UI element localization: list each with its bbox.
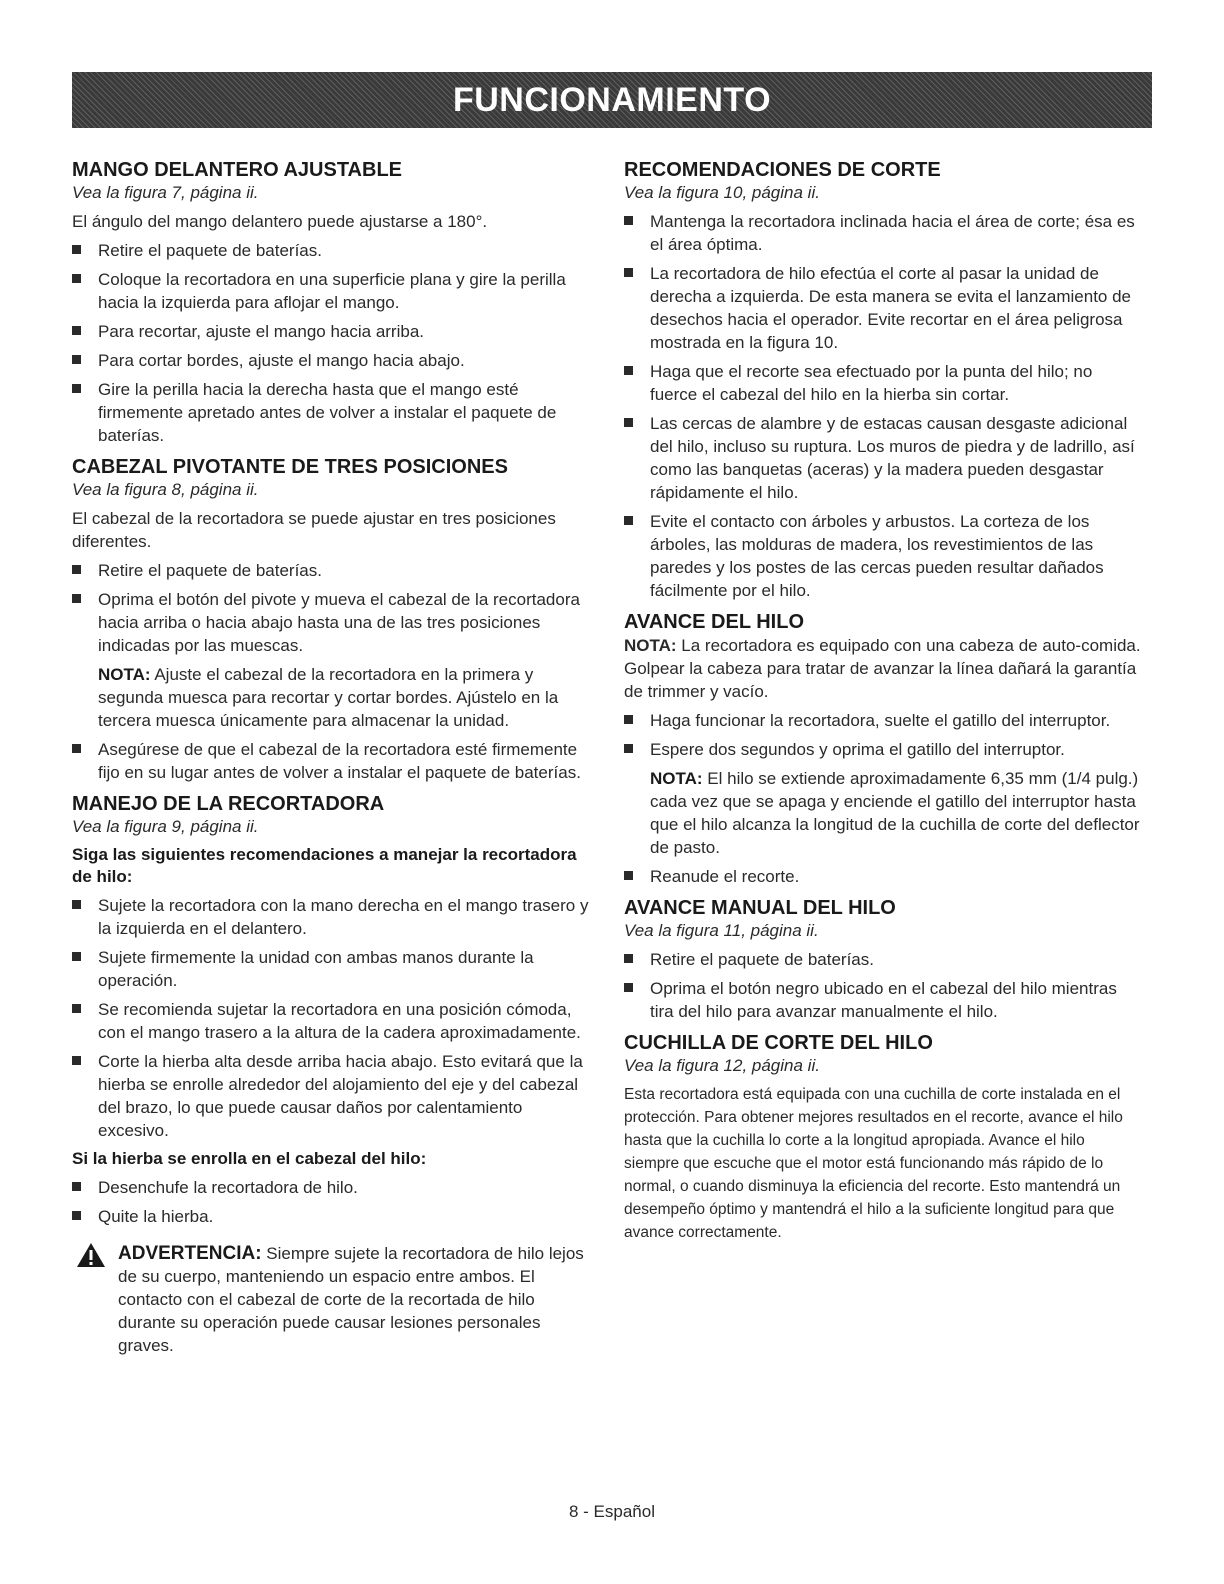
bullet-list — [72, 239, 592, 447]
list-item — [624, 210, 1144, 256]
square-bullet-icon — [624, 216, 633, 225]
list-item — [624, 412, 1144, 504]
bullet-list — [72, 1176, 592, 1228]
list-item-text: La recortadora de hilo efectúa el corte al pasar la unidad de derecha a izquierda. De esta manera se evita el lanzamiento de desechos hacia el operador. Evite recortar en el área peligrosa mostrada en la figura 10. — [650, 264, 1132, 352]
list-item-text: Retire el paquete de baterías. — [98, 241, 322, 260]
paragraph: El cabezal de la recortadora se puede ajustar en tres posiciones diferentes. — [72, 509, 556, 551]
section-manejo — [72, 792, 592, 1228]
figure-reference: Vea la figura 10, página ii. — [624, 183, 820, 202]
note-label: NOTA: — [624, 636, 677, 655]
list-item — [624, 510, 1144, 602]
note — [72, 663, 592, 732]
list-item — [72, 738, 592, 784]
list-item-text: Quite la hierba. — [98, 1207, 214, 1226]
list-item-text: Gire la perilla hacia la derecha hasta que el mango esté firmemente apretado antes de volver a instalar el paquete de baterías. — [98, 380, 557, 445]
square-bullet-icon — [72, 326, 81, 335]
bullet-list — [72, 738, 592, 784]
list-item — [624, 709, 1144, 732]
left-column — [72, 158, 592, 1357]
paragraph: El ángulo del mango delantero puede ajustarse a 180°. — [72, 212, 488, 231]
square-bullet-icon — [624, 871, 633, 880]
list-item — [72, 1050, 592, 1142]
list-item — [72, 1176, 592, 1199]
list-item-text: Espere dos segundos y oprima el gatillo del interruptor. — [650, 740, 1065, 759]
bullet-list — [72, 894, 592, 1142]
warning-triangle-icon — [76, 1242, 106, 1268]
square-bullet-icon — [72, 1211, 81, 1220]
list-item-text: Haga funcionar la recortadora, suelte el gatillo del interruptor. — [650, 711, 1111, 730]
section-title: RECOMENDACIONES DE CORTE — [624, 159, 941, 181]
list-item — [72, 588, 592, 657]
section-cuchilla — [624, 1031, 1144, 1244]
square-bullet-icon — [72, 900, 81, 909]
square-bullet-icon — [72, 274, 81, 283]
list-item — [72, 1205, 592, 1228]
page-number: 8 - Español — [569, 1502, 655, 1521]
section-title: CABEZAL PIVOTANTE DE TRES POSICIONES — [72, 456, 508, 478]
square-bullet-icon — [72, 245, 81, 254]
note-text: Ajuste el cabezal de la recortadora en la primera y segunda muesca para recortar y cortar bordes. Ajústelo en la tercera muesca únicamente para almacenar la unidad. — [98, 665, 559, 730]
square-bullet-icon — [624, 516, 633, 525]
section-cabezal — [72, 455, 592, 784]
list-item-text: Oprima el botón del pivote y mueva el cabezal de la recortadora hacia arriba o hacia abajo hasta una de las tres posiciones indicadas por las muescas. — [98, 590, 580, 655]
bullet-list — [624, 865, 1144, 888]
section-title: MANEJO DE LA RECORTADORA — [72, 793, 385, 815]
figure-reference: Vea la figura 12, página ii. — [624, 1056, 820, 1075]
section-avance-manual — [624, 896, 1144, 1023]
square-bullet-icon — [72, 355, 81, 364]
list-item — [624, 360, 1144, 406]
list-item — [72, 559, 592, 582]
list-item-text: Coloque la recortadora en una superficie plana y gire la perilla hacia la izquierda para aflojar el mango. — [98, 270, 566, 312]
square-bullet-icon — [72, 1056, 81, 1065]
square-bullet-icon — [624, 268, 633, 277]
list-item-text: Para cortar bordes, ajuste el mango hacia abajo. — [98, 351, 465, 370]
list-item-text: Mantenga la recortadora inclinada hacia el área de corte; ésa es el área óptima. — [650, 212, 1135, 254]
square-bullet-icon — [624, 744, 633, 753]
section-title: AVANCE DEL HILO — [624, 611, 805, 633]
square-bullet-icon — [72, 565, 81, 574]
list-item — [72, 239, 592, 262]
right-column — [624, 158, 1144, 1252]
list-item-text: Las cercas de alambre y de estacas causan desgaste adicional del hilo, incluso su ruptura. Los muros de piedra y de ladrillo, así como las banquetas (aceras) y la madera pueden desgastar rápidamente el hilo. — [650, 414, 1135, 502]
note-label: NOTA: — [98, 665, 151, 684]
note-text: El hilo se extiende aproximadamente 6,35 mm (1/4 pulg.) cada vez que se apaga y enciende el gatillo del interruptor hasta que el hilo alcanza la longitud de la cuchilla de corte del deflector de pasto. — [650, 769, 1140, 857]
bullet-list — [624, 210, 1144, 602]
list-item — [72, 320, 592, 343]
list-item — [624, 262, 1144, 354]
warning-block — [72, 1242, 592, 1357]
list-item-text: Evite el contacto con árboles y arbustos. La corteza de los árboles, las molduras de madera, los revestimientos de las paredes y los postes de las cercas pueden resultar dañados fácilmente por el hilo. — [650, 512, 1104, 600]
square-bullet-icon — [72, 594, 81, 603]
list-item — [72, 268, 592, 314]
list-item — [72, 349, 592, 372]
list-item-text: Retire el paquete de baterías. — [98, 561, 322, 580]
figure-reference: Vea la figura 11, página ii. — [624, 921, 819, 940]
figure-reference: Vea la figura 9, página ii. — [72, 817, 259, 836]
bullet-list — [72, 559, 592, 657]
list-item-text: Reanude el recorte. — [650, 867, 800, 886]
square-bullet-icon — [72, 1182, 81, 1191]
list-item — [624, 738, 1144, 761]
note-text: La recortadora es equipado con una cabeza de auto-comida. Golpear la cabeza para tratar de avanzar la línea dañará la garantía de trimmer y vacío. — [624, 636, 1141, 701]
bullet-list — [624, 709, 1144, 761]
square-bullet-icon — [624, 983, 633, 992]
note — [624, 634, 1144, 703]
lead-text: Si la hierba se enrolla en el cabezal del hilo: — [72, 1149, 427, 1168]
bullet-list — [624, 948, 1144, 1023]
paragraph: Esta recortadora está equipada con una cuchilla de corte instalada en el protección. Para obtener mejores resultados en el recorte, avance el hilo hasta que la cuchilla lo corte a la longitud apropiada. Avance el hilo siempre que escuche que el motor está funcionando más rápido de lo normal, o cuando disminuya la eficiencia del recorte. Esto mantendrá un desempeño óptimo y mantendrá el hilo a la suficiente longitud para que avance correctamente. — [624, 1086, 1123, 1241]
list-item — [624, 865, 1144, 888]
section-title: CUCHILLA DE CORTE DEL HILO — [624, 1032, 933, 1054]
list-item-text: Desenchufe la recortadora de hilo. — [98, 1178, 358, 1197]
section-avance — [624, 610, 1144, 888]
square-bullet-icon — [624, 954, 633, 963]
square-bullet-icon — [624, 715, 633, 724]
list-item — [72, 998, 592, 1044]
square-bullet-icon — [624, 418, 633, 427]
note-label: NOTA: — [650, 769, 703, 788]
warning-label: ADVERTENCIA: — [118, 1243, 262, 1264]
list-item-text: Para recortar, ajuste el mango hacia arriba. — [98, 322, 425, 341]
square-bullet-icon — [624, 366, 633, 375]
list-item-text: Retire el paquete de baterías. — [650, 950, 874, 969]
list-item-text: Haga que el recorte sea efectuado por la punta del hilo; no fuerce el cabezal del hilo en la hierba sin cortar. — [650, 362, 1093, 404]
warning-text: Siempre sujete la recortadora de hilo lejos de su cuerpo, manteniendo un espacio entre ambos. El contacto con el cabezal de corte de la recortada de hilo durante su operación puede causar lesiones personales graves. — [118, 1244, 584, 1355]
note — [624, 767, 1144, 859]
page-title: FUNCIONAMIENTO — [452, 80, 772, 119]
list-item — [72, 378, 592, 447]
section-title: MANGO DELANTERO AJUSTABLE — [72, 159, 402, 181]
list-item-text: Se recomienda sujetar la recortadora en una posición cómoda, con el mango trasero a la altura de la cadera aproximadamente. — [98, 1000, 581, 1042]
list-item-text: Corte la hierba alta desde arriba hacia abajo. Esto evitará que la hierba se enrolle alrededor del alojamiento del eje y del cabezal del brazo, lo que puede causar daños por calentamiento excesivo. — [98, 1052, 583, 1140]
square-bullet-icon — [72, 1004, 81, 1013]
list-item — [72, 946, 592, 992]
list-item-text: Asegúrese de que el cabezal de la recortadora esté firmemente fijo en su lugar antes de volver a instalar el paquete de baterías. — [98, 740, 581, 782]
section-title: AVANCE MANUAL DEL HILO — [624, 897, 896, 919]
list-item — [624, 977, 1144, 1023]
lead-text: Siga las siguientes recomendaciones a manejar la recortadora de hilo: — [72, 845, 577, 886]
figure-reference: Vea la figura 8, página ii. — [72, 480, 259, 499]
square-bullet-icon — [72, 952, 81, 961]
section-banner — [72, 72, 1152, 128]
list-item-text: Sujete la recortadora con la mano derecha en el mango trasero y la izquierda en el delantero. — [98, 896, 589, 938]
list-item-text: Oprima el botón negro ubicado en el cabezal del hilo mientras tira del hilo para avanzar manualmente el hilo. — [650, 979, 1117, 1021]
list-item — [624, 948, 1144, 971]
section-mango — [72, 158, 592, 447]
list-item — [72, 894, 592, 940]
square-bullet-icon — [72, 384, 81, 393]
section-recomendaciones — [624, 158, 1144, 602]
figure-reference: Vea la figura 7, página ii. — [72, 183, 259, 202]
square-bullet-icon — [72, 744, 81, 753]
list-item-text: Sujete firmemente la unidad con ambas manos durante la operación. — [98, 948, 534, 990]
